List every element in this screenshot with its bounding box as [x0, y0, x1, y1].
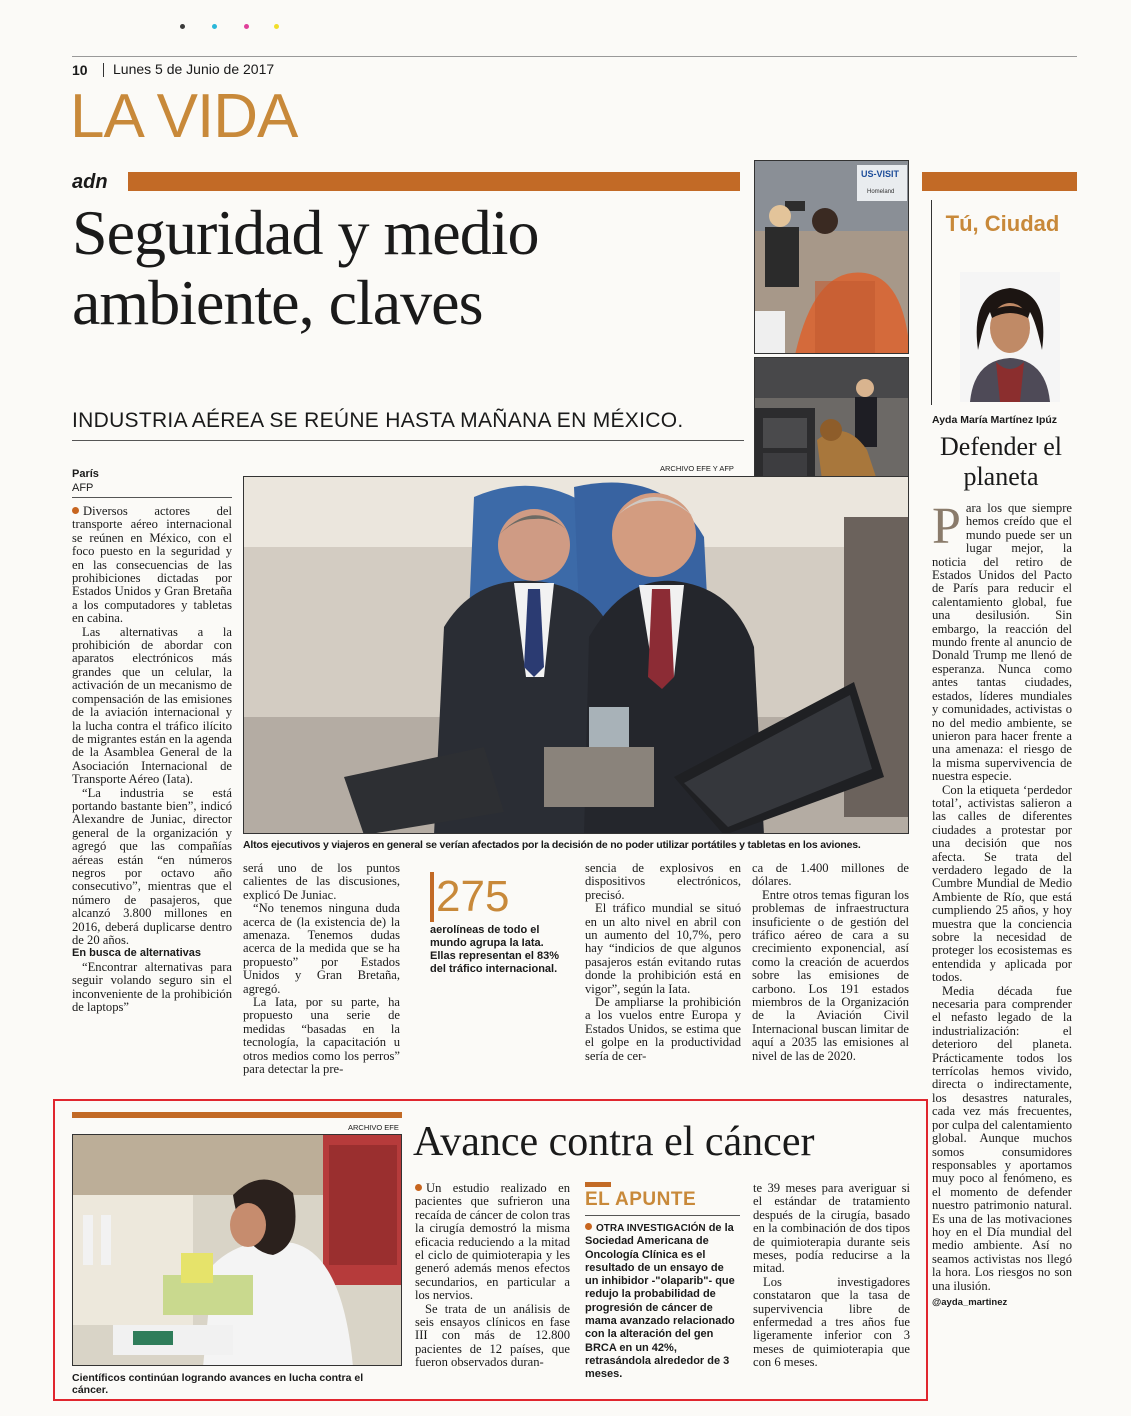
- svg-text:Homeland: Homeland: [867, 189, 895, 195]
- main-col4: [585, 862, 741, 1063]
- cancer-col3: [753, 1182, 910, 1370]
- fact-text: aerolíneas de todo el mundo agrupa la Iata. Ellas representan el 83% del tráfico internacional.: [430, 924, 560, 975]
- bullet-icon: [585, 1223, 592, 1230]
- main-paragraph: La Iata, por su parte, ha propuesto una serie de medidas “basadas en la tecnología, la capacitación u otros medios como los perros” para detectar la pre-: [243, 995, 400, 1077]
- column-body: [932, 498, 1072, 1309]
- page-number: 10: [72, 62, 88, 78]
- cancer-accent-bar: [72, 1112, 402, 1118]
- main-photo-caption: Altos ejecutivos y viajeros en general se verían afectados por la decisión de no poder utilizar portátiles y tabletas en los aviones.: [243, 839, 861, 851]
- page-date: Lunes 5 de Junio de 2017: [113, 61, 275, 77]
- cancer-paragraph: Los investigadores constataron que la tasa de supervivencia libre de enfermedad a tres años fue ligeramente inferior con 3 meses de quimioterapia que con 6 meses.: [753, 1274, 910, 1370]
- photo-airport-inspection: [754, 160, 909, 354]
- brand-logo: adn: [72, 171, 108, 193]
- svg-text:US-VISIT: US-VISIT: [861, 169, 900, 179]
- main-paragraph: ca de 1.400 millones de dólares.: [752, 861, 909, 889]
- bullet-icon: [72, 507, 79, 514]
- main-headline: Seguridad y medio ambiente, claves: [72, 197, 539, 338]
- bullet-icon: [415, 1184, 422, 1191]
- cancer-paragraph: Un estudio realizado en pacientes que sufrieron una recaída de cáncer de colon tras la cirugía demostró la misma eficacia reduciendo a la mitad el ciclo de quimioterapia y les generó además menos efectos secundarios, en particular a los nervios.: [415, 1181, 570, 1303]
- main-subsection-title: En busca de alternativas: [72, 947, 201, 960]
- column-label-rule: [931, 200, 932, 405]
- main-col5: [752, 862, 909, 1063]
- section-title: LA VIDA: [70, 82, 298, 151]
- fact-number: 275: [436, 872, 510, 921]
- drop-cap: P: [932, 498, 961, 555]
- dateline-rule: [72, 497, 232, 498]
- cancer-photo-lab: [72, 1134, 402, 1366]
- main-paragraph: será uno de los puntos calientes de las discusiones, explicó De Juniac.: [243, 861, 400, 902]
- cancer-photo-caption: Científicos continúan logrando avances en lucha contra el cáncer.: [72, 1372, 364, 1396]
- main-paragraph: Entre otros temas figuran los problemas de infraestructura insuficiente o de gestión del tráfico aéreo de cara a su crecimiento exponencial, así como la creación de acuerdos sobre las emisiones de carbono. Los 191 estados miembros de la Organización de la Aviación Civil Internacional buscan limitar de aquí a 2035 las emisiones al nivel de las de 2020.: [752, 887, 909, 1063]
- registration-mark-cyan: [212, 24, 217, 29]
- cancer-photo-credit: ARCHIVO EFE: [348, 1123, 399, 1132]
- accent-bar: [128, 172, 740, 191]
- main-paragraph: “Encontrar alternativas para seguir volando seguro sin el inconveniente de la prohibición de laptops”: [72, 959, 232, 1015]
- cancer-paragraph: Se trata de un análisis de seis ensayos clínicos en fase III con más de 12.800 pacientes de 12 países, que fueron observados duran-: [415, 1301, 570, 1370]
- subhead-rule: [72, 440, 744, 441]
- main-photo-credit: ARCHIVO EFE Y AFP: [660, 464, 734, 473]
- header-divider: [103, 63, 104, 77]
- dateline-city: París: [72, 468, 99, 480]
- header-rule: [72, 56, 1077, 57]
- fact-accent: [430, 872, 434, 922]
- author-name: Ayda María Martínez Ipúz: [932, 414, 1058, 426]
- main-paragraph: “La industria se está portando bastante bien”, indicó Alexandre de Juniac, director general de la organización y agregó que las compañías aéreas están “en números negros por octavo año consecutivo”, mientras que el número de pasajeros, que alcanzó 3.800 millones en 2016, deberá duplicarse dentro de 20 años.: [72, 785, 232, 947]
- cancer-col1: [415, 1182, 570, 1370]
- cancer-headline: Avance contra el cáncer: [413, 1119, 815, 1165]
- apunte-rule: [585, 1215, 740, 1216]
- registration-mark-magenta: [244, 24, 249, 29]
- main-paragraph: El tráfico mundial se situó en un alto nivel en abril con un aumento del 10,7%, pero hay “indicios de que algunos pasajeros están evitando rutas donde la prohibición está en vigor”, según la Iata.: [585, 901, 741, 996]
- main-paragraph: sencia de explosivos en dispositivos electrónicos, precisó.: [585, 861, 741, 902]
- column-paragraph: ara los que siempre hemos creído que el mundo puede ser un lugar mejor, la noticia del retiro de Estados Unidos del Pacto de París para reducir el calentamiento global, fue una desilusión. Sin embargo, la reacción del mundo frente al anuncio de Donald Trump me llenó de esperanza. Nunca como antes tantas ciudades, estados, líderes mundiales y comunidades, activistas o no del medio ambiente, se unieron para hacer frente a una amenaza: el riesgo de la misma supervivencia de nuestra especie.: [932, 501, 1072, 784]
- column-paragraph: Con la etiqueta ‘perdedor total’, activistas salieron a las calles de diferentes ciudades a protestar por una decisión que nos afecta. Se trata del verdadero legado de la Cumbre Mundial de Medio Ambiente de Río, que está cumpliendo 25 años, y hoy muestra que la conciencia sobre la necesidad de proteger los ecosistemas es entendida y aplicada por todos.: [932, 782, 1072, 985]
- main-paragraph: De ampliarse la prohibición a los vuelos entre Europa y Estados Unidos, se estima que el golpe en la productividad sería de cer-: [585, 995, 741, 1063]
- dateline-agency: AFP: [72, 482, 94, 494]
- apunte-box: [585, 1182, 740, 1382]
- registration-mark-yellow: [274, 24, 279, 29]
- fact-box: [430, 872, 560, 976]
- main-photo-executives: [243, 476, 909, 834]
- cancer-paragraph: te 39 meses para averiguar si el estándar de tratamiento después de la cirugía, basado en la combinación de dos tipos de quimioterapia durante seis meses, podía reducirse a la mitad.: [753, 1181, 910, 1276]
- apunte-title: EL APUNTE: [585, 1189, 697, 1210]
- main-paragraph: Diversos actores del transporte aéreo internacional se reúnen en México, con el foco puesto en la seguridad y en las consecuencias de las prohibiciones dictadas por Estados Unidos y Gran Bretaña a los computadores y tabletas en cabina.: [72, 504, 232, 626]
- apunte-lead: OTRA INVESTIGACIÓN: [596, 1223, 706, 1234]
- author-photo: [960, 272, 1060, 402]
- main-subhead: INDUSTRIA AÉREA SE REÚNE HASTA MAÑANA EN MÉXICO.: [72, 409, 684, 432]
- column-headline: Defender el planeta: [940, 432, 1062, 491]
- main-col1: [72, 505, 232, 1014]
- column-paragraph: Media década fue necesaria para comprender el nefasto legado de la industrialización: el deterioro del planeta. Prácticamente todos los terrícolas hemos vivido, directa o indirectamente, los desastres naturales, cada vez más frecuentes, por culpa del calentamiento global. Aunque muchos somos consumidores responsables y aportamos muy poco al fenómeno, es el momento de defender nuestro patrimonio natural. Es una de las motivaciones hoy en el Día mundial del medio ambiente. Así no seamos activistas nos llegó la hora. Los riesgos no son una ilusión.: [932, 983, 1072, 1293]
- main-paragraph: Las alternativas a la prohibición de abordar con aparatos electrónicos más grandes que un celular, la activación de un mecanismo de compensación de las emisiones de la aviación internacional y la lucha contra el tráfico ilícito de migrantes están en la agenda de la Asamblea General de la Asociación Internacional de Transporte Aéreo (Iata).: [72, 624, 232, 787]
- registration-mark-black: [180, 24, 185, 29]
- main-paragraph: “No tenemos ninguna duda acerca de (la existencia de) la amenaza. Tenemos dudas acerca de la medida que se ha propuesto” por Estados Unidos y Gran Bretaña, agregó.: [243, 901, 400, 996]
- apunte-text: de la Sociedad Americana de Oncología Clínica es el resultado de un ensayo de un inhibidor -"olaparib"- que redujo la probabilidad de progresión de cáncer de mama avanzado relacionado con la alteración del gen BRCA en un 42%, retrasándola alrededor de 3 meses.: [585, 1222, 735, 1381]
- main-col2: [243, 862, 400, 1077]
- column-accent-bar: [922, 172, 1077, 191]
- column-label: Tú, Ciudad: [945, 211, 1060, 236]
- author-handle: @ayda_martinez: [932, 1296, 1008, 1308]
